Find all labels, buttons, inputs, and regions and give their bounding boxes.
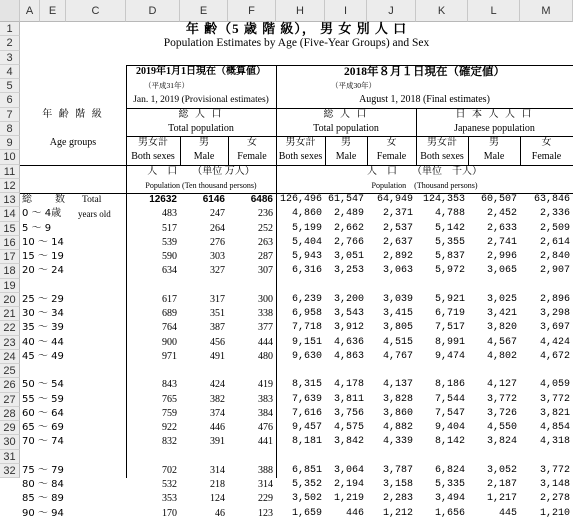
data-cell[interactable]: 3,025 <box>486 293 517 305</box>
data-cell[interactable]: 3,063 <box>382 265 413 277</box>
male-jp[interactable]: 男 <box>341 137 351 148</box>
data-cell[interactable]: 391 <box>210 436 225 448</box>
data-cell[interactable]: 3,051 <box>333 251 364 262</box>
data-cell[interactable]: 5,142 <box>434 222 465 234</box>
both-sexes-jp[interactable]: 男女計 <box>138 137 168 148</box>
data-cell[interactable]: 2,892 <box>382 251 413 262</box>
row-header[interactable]: 31 <box>0 450 20 464</box>
data-cell[interactable]: 4,127 <box>486 379 517 391</box>
data-cell[interactable]: 2,509 <box>539 222 570 234</box>
data-cell[interactable]: 3,253 <box>333 265 364 277</box>
data-cell[interactable]: 3,543 <box>333 308 364 319</box>
age-group-label[interactable]: 55 ～ 59 <box>22 393 64 405</box>
data-cell[interactable]: 5,404 <box>291 236 322 248</box>
total-pop-en-right[interactable]: Total population <box>313 122 379 134</box>
row-header[interactable]: 9 <box>0 136 20 150</box>
data-cell[interactable]: 3,421 <box>486 308 517 319</box>
data-cell[interactable]: 2,633 <box>486 222 517 234</box>
female-jp[interactable]: 女 <box>247 137 257 148</box>
data-cell[interactable]: 338 <box>258 308 273 319</box>
japanese-pop-en[interactable]: Japanese population <box>454 122 535 134</box>
age-group-label[interactable]: 35 ～ 39 <box>22 322 64 334</box>
age-group-label[interactable]: 45 ～ 49 <box>22 350 64 362</box>
data-cell[interactable]: 8,186 <box>434 379 465 391</box>
total-pop-jp-left[interactable]: 総 人 口 <box>178 108 224 120</box>
data-cell[interactable]: 6,316 <box>291 265 322 277</box>
both-sexes-jp[interactable]: 男女計 <box>427 137 457 148</box>
data-cell[interactable]: 456 <box>210 336 225 348</box>
data-cell[interactable]: 7,547 <box>434 407 465 419</box>
female-en[interactable]: Female <box>376 151 407 163</box>
female-jp[interactable]: 女 <box>386 137 397 148</box>
left-date-en[interactable]: Jan. 1, 2019 (Provisional estimates) <box>133 95 269 106</box>
total-value[interactable]: 61,547 <box>327 194 364 205</box>
data-cell[interactable]: 6,824 <box>434 464 465 476</box>
both-sexes-jp[interactable]: 男女計 <box>285 137 316 148</box>
column-header[interactable]: D <box>126 0 180 22</box>
data-cell[interactable]: 3,821 <box>539 407 570 419</box>
row-header[interactable]: 2 <box>0 36 20 50</box>
data-cell[interactable]: 3,772 <box>539 393 570 405</box>
row-header[interactable]: 19 <box>0 279 20 293</box>
row-header[interactable]: 5 <box>0 79 20 93</box>
total-value[interactable]: 60,507 <box>480 194 517 205</box>
data-cell[interactable]: 444 <box>258 336 273 348</box>
data-cell[interactable]: 252 <box>258 222 273 234</box>
data-cell[interactable]: 9,151 <box>291 336 322 348</box>
data-cell[interactable]: 4,860 <box>291 208 322 220</box>
row-header[interactable]: 27 <box>0 393 20 407</box>
row-header[interactable]: 22 <box>0 321 20 335</box>
data-cell[interactable]: 445 <box>498 507 517 519</box>
data-cell[interactable]: 9,404 <box>434 422 465 433</box>
data-cell[interactable]: 702 <box>162 464 177 476</box>
data-cell[interactable]: 9,457 <box>291 422 322 433</box>
age-group-label[interactable]: 15 ～ 19 <box>22 251 64 262</box>
row-header[interactable]: 6 <box>0 93 20 107</box>
data-cell[interactable]: 900 <box>162 336 177 348</box>
data-cell[interactable]: 8,142 <box>434 436 465 448</box>
data-cell[interactable]: 287 <box>258 251 273 262</box>
total-value[interactable]: 63,846 <box>533 194 570 205</box>
data-cell[interactable]: 532 <box>162 479 177 490</box>
data-cell[interactable]: 517 <box>162 222 177 234</box>
row-header[interactable]: 8 <box>0 122 20 136</box>
column-header[interactable]: L <box>468 0 520 22</box>
total-value[interactable]: 64,949 <box>376 194 413 205</box>
data-cell[interactable]: 2,896 <box>539 293 570 305</box>
data-cell[interactable]: 327 <box>210 265 225 277</box>
data-cell[interactable]: 7,718 <box>291 322 322 334</box>
data-cell[interactable]: 4,059 <box>539 379 570 391</box>
male-en[interactable]: Male <box>483 151 505 163</box>
data-cell[interactable]: 3,052 <box>486 464 517 476</box>
data-cell[interactable]: 446 <box>345 507 364 519</box>
data-cell[interactable]: 971 <box>162 350 177 362</box>
data-cell[interactable]: 4,672 <box>539 350 570 362</box>
row-header[interactable]: 20 <box>0 293 20 307</box>
row-header[interactable]: 17 <box>0 250 20 264</box>
age-group-label[interactable]: 90 ～ 94 <box>22 507 64 519</box>
data-cell[interactable]: 5,837 <box>434 251 465 262</box>
data-cell[interactable]: 46 <box>215 507 225 519</box>
data-cell[interactable]: 170 <box>162 507 177 519</box>
data-cell[interactable]: 2,283 <box>382 493 413 505</box>
data-cell[interactable]: 6,719 <box>434 308 465 319</box>
data-cell[interactable]: 480 <box>258 350 273 362</box>
row-header[interactable]: 29 <box>0 421 20 435</box>
right-date-en[interactable]: August 1, 2018 (Final estimates) <box>359 94 490 106</box>
data-cell[interactable]: 351 <box>210 308 225 319</box>
row-header[interactable]: 24 <box>0 350 20 364</box>
data-cell[interactable]: 5,335 <box>434 479 465 490</box>
age-group-label[interactable]: 80 ～ 84 <box>22 479 64 490</box>
age-group-label[interactable]: 65 ～ 69 <box>22 422 64 433</box>
data-cell[interactable]: 922 <box>162 422 177 433</box>
female-jp[interactable]: 女 <box>541 137 552 148</box>
age-group-label[interactable]: 25 ～ 29 <box>22 293 64 305</box>
data-cell[interactable]: 3,772 <box>539 464 570 476</box>
data-cell[interactable]: 353 <box>162 493 177 505</box>
row-header[interactable]: 23 <box>0 336 20 350</box>
data-cell[interactable]: 832 <box>162 436 177 448</box>
total-value[interactable]: 12632 <box>149 194 177 205</box>
data-cell[interactable]: 7,544 <box>434 393 465 405</box>
data-cell[interactable]: 4,575 <box>333 422 364 433</box>
age-groups-jp[interactable]: 年 齢 階 級 <box>42 108 104 120</box>
age-group-label[interactable]: 5 ～ 9 <box>22 222 52 234</box>
data-cell[interactable]: 617 <box>162 293 177 305</box>
data-cell[interactable]: 476 <box>258 422 273 433</box>
data-cell[interactable]: 1,212 <box>382 507 413 519</box>
data-cell[interactable]: 3,298 <box>539 308 570 319</box>
data-cell[interactable]: 5,199 <box>291 222 322 234</box>
data-cell[interactable]: 3,811 <box>333 393 364 405</box>
data-cell[interactable]: 4,339 <box>382 436 413 448</box>
data-cell[interactable]: 7,517 <box>434 322 465 334</box>
total-value[interactable]: 6146 <box>202 194 225 205</box>
total-value[interactable]: 124,353 <box>422 194 465 205</box>
data-cell[interactable]: 3,756 <box>333 407 364 419</box>
data-cell[interactable]: 3,860 <box>382 407 413 419</box>
data-cell[interactable]: 2,187 <box>486 479 517 490</box>
row-header[interactable]: 16 <box>0 236 20 250</box>
row-header[interactable]: 15 <box>0 222 20 236</box>
data-cell[interactable]: 4,788 <box>434 208 465 220</box>
age-group-label[interactable]: 85 ～ 89 <box>22 493 64 505</box>
data-cell[interactable]: 590 <box>162 251 177 262</box>
unit-left-jp[interactable]: 人 口 （単位 万人） <box>147 165 255 177</box>
data-cell[interactable]: 1,210 <box>539 507 570 519</box>
data-cell[interactable]: 5,943 <box>291 251 322 262</box>
column-header[interactable]: E <box>40 0 66 22</box>
data-cell[interactable]: 3,039 <box>382 293 413 305</box>
data-cell[interactable]: 377 <box>258 322 273 334</box>
data-cell[interactable]: 3,772 <box>486 393 517 405</box>
data-cell[interactable]: 3,697 <box>539 322 570 334</box>
data-cell[interactable]: 4,567 <box>486 336 517 348</box>
total-label-jp[interactable]: 総 数 <box>22 194 66 205</box>
data-cell[interactable]: 1,656 <box>434 507 465 519</box>
data-cell[interactable]: 5,355 <box>434 236 465 248</box>
data-cell[interactable]: 2,452 <box>486 208 517 220</box>
data-cell[interactable]: 3,502 <box>291 493 322 505</box>
data-cell[interactable]: 3,148 <box>539 479 570 490</box>
data-cell[interactable]: 4,882 <box>382 422 413 433</box>
unit-right-jp[interactable]: 人 口 （単位 千人） <box>367 165 482 177</box>
male-en[interactable]: Male <box>335 151 357 163</box>
total-value[interactable]: 6486 <box>250 194 273 205</box>
data-cell[interactable]: 3,200 <box>333 293 364 305</box>
data-cell[interactable]: 9,630 <box>291 350 322 362</box>
column-header[interactable]: J <box>367 0 416 22</box>
select-all-corner[interactable] <box>0 0 20 22</box>
left-era-jp[interactable]: （平成31年） <box>144 81 189 90</box>
column-header[interactable]: I <box>325 0 367 22</box>
age-group-label[interactable]: 30 ～ 34 <box>22 308 64 319</box>
row-header[interactable]: 30 <box>0 435 20 449</box>
data-cell[interactable]: 314 <box>258 479 273 490</box>
data-cell[interactable]: 1,219 <box>333 493 364 505</box>
data-cell[interactable]: 4,137 <box>382 379 413 391</box>
data-cell[interactable]: 483 <box>162 208 177 220</box>
row-header[interactable]: 28 <box>0 407 20 421</box>
data-cell[interactable]: 218 <box>210 479 225 490</box>
column-header[interactable]: K <box>416 0 468 22</box>
age-group-label[interactable]: 50 ～ 54 <box>22 379 64 391</box>
data-cell[interactable]: 3,828 <box>382 393 413 405</box>
data-cell[interactable]: 124 <box>210 493 225 505</box>
data-cell[interactable]: 317 <box>210 293 225 305</box>
row-header[interactable]: 18 <box>0 264 20 278</box>
data-cell[interactable]: 4,767 <box>382 350 413 362</box>
total-label-en[interactable]: Total <box>82 195 102 205</box>
data-cell[interactable]: 2,614 <box>539 236 570 248</box>
male-en[interactable]: Male <box>193 151 215 163</box>
data-cell[interactable]: 300 <box>258 293 273 305</box>
data-cell[interactable]: 689 <box>162 308 177 319</box>
data-cell[interactable]: 3,820 <box>486 322 517 334</box>
data-cell[interactable]: 539 <box>162 236 177 248</box>
data-cell[interactable]: 9,474 <box>434 350 465 362</box>
data-cell[interactable]: 6,851 <box>291 464 322 476</box>
data-cell[interactable]: 247 <box>210 208 225 220</box>
data-cell[interactable]: 264 <box>210 222 225 234</box>
age-groups-en[interactable]: Age groups <box>49 137 97 148</box>
row-header[interactable]: 4 <box>0 65 20 79</box>
data-cell[interactable]: 1,217 <box>486 493 517 505</box>
female-en[interactable]: Female <box>237 151 267 163</box>
data-cell[interactable]: 6,239 <box>291 293 322 305</box>
data-cell[interactable]: 2,637 <box>382 236 413 248</box>
data-cell[interactable]: 3,842 <box>333 436 364 448</box>
data-cell[interactable]: 765 <box>162 393 177 405</box>
total-pop-jp-right[interactable]: 総 人 口 <box>323 108 369 120</box>
both-sexes-en[interactable]: Both sexes <box>278 151 323 163</box>
left-date-jp[interactable]: 2019年1月1日現在（概算値） <box>136 65 266 77</box>
column-header[interactable]: M <box>520 0 573 22</box>
data-cell[interactable]: 3,824 <box>486 436 517 448</box>
right-date-jp[interactable]: 2018年８月１日現在（確定値） <box>344 65 505 78</box>
data-cell[interactable]: 2,766 <box>333 236 364 248</box>
row-header[interactable]: 11 <box>0 165 20 179</box>
data-cell[interactable]: 2,371 <box>382 208 413 220</box>
data-cell[interactable]: 123 <box>258 507 273 519</box>
data-cell[interactable]: 2,840 <box>539 251 570 262</box>
data-cell[interactable]: 5,352 <box>291 479 322 490</box>
data-cell[interactable]: 4,863 <box>333 350 364 362</box>
table-title-jp[interactable]: 年 齢（5 歳 階 級）， 男 女 別 人 口 <box>185 21 408 36</box>
row-header[interactable]: 10 <box>0 150 20 164</box>
row-header[interactable]: 3 <box>0 51 20 65</box>
both-sexes-en[interactable]: Both sexes <box>420 151 464 163</box>
male-jp[interactable]: 男 <box>489 137 499 148</box>
column-header[interactable]: H <box>276 0 325 22</box>
age-group-label[interactable]: 70 ～ 74 <box>22 436 64 448</box>
total-pop-en-left[interactable]: Total population <box>168 122 234 134</box>
data-cell[interactable]: 276 <box>210 236 225 248</box>
data-cell[interactable]: 8,181 <box>291 436 322 448</box>
row-header[interactable]: 7 <box>0 108 20 122</box>
data-cell[interactable]: 4,636 <box>333 336 364 348</box>
data-cell[interactable]: 2,336 <box>539 208 570 220</box>
data-cell[interactable]: 4,550 <box>486 422 517 433</box>
data-cell[interactable]: 2,194 <box>333 479 364 490</box>
data-cell[interactable]: 2,278 <box>539 493 570 505</box>
data-cell[interactable]: 4,178 <box>333 379 364 391</box>
data-cell[interactable]: 634 <box>162 265 177 277</box>
data-cell[interactable]: 383 <box>258 393 273 405</box>
data-cell[interactable]: 2,907 <box>539 265 570 277</box>
data-cell[interactable]: 843 <box>162 379 177 391</box>
data-cell[interactable]: 5,921 <box>434 293 465 305</box>
data-cell[interactable]: 7,616 <box>291 407 322 419</box>
data-cell[interactable]: 3,158 <box>382 479 413 490</box>
age-group-label[interactable]: 10 ～ 14 <box>22 236 64 248</box>
data-cell[interactable]: 3,494 <box>434 493 465 505</box>
data-cell[interactable]: 4,854 <box>539 422 570 433</box>
data-cell[interactable]: 236 <box>258 208 273 220</box>
column-header[interactable]: E <box>180 0 228 22</box>
total-value[interactable]: 126,496 <box>279 194 322 205</box>
data-cell[interactable]: 3,415 <box>382 308 413 319</box>
data-cell[interactable]: 374 <box>210 407 225 419</box>
data-cell[interactable]: 1,659 <box>291 507 322 519</box>
row-header[interactable]: 13 <box>0 193 20 207</box>
data-cell[interactable]: 3,912 <box>333 322 364 334</box>
data-cell[interactable]: 424 <box>210 379 225 391</box>
column-header[interactable]: A <box>20 0 40 22</box>
data-cell[interactable]: 7,639 <box>291 393 322 405</box>
data-cell[interactable]: 4,424 <box>539 336 570 348</box>
data-cell[interactable]: 4,318 <box>539 436 570 448</box>
table-title-en[interactable]: Population Estimates by Age (Five-Year Groups) and Sex <box>163 37 430 50</box>
column-header[interactable]: F <box>228 0 276 22</box>
data-cell[interactable]: 6,958 <box>291 308 322 319</box>
japanese-pop-jp[interactable]: 日 本 人 人 口 <box>455 108 534 120</box>
data-cell[interactable]: 759 <box>162 407 177 419</box>
data-cell[interactable]: 387 <box>210 322 225 334</box>
data-cell[interactable]: 3,064 <box>333 464 364 476</box>
row-header[interactable]: 1 <box>0 22 20 36</box>
male-jp[interactable]: 男 <box>199 137 209 148</box>
age-suffix[interactable]: years old <box>78 209 111 220</box>
age-group-label[interactable]: 40 ～ 44 <box>22 336 64 348</box>
data-cell[interactable]: 441 <box>258 436 273 448</box>
age-group-label[interactable]: 20 ～ 24 <box>22 265 64 277</box>
data-cell[interactable]: 382 <box>210 393 225 405</box>
data-cell[interactable]: 314 <box>210 464 225 476</box>
data-cell[interactable]: 263 <box>258 236 273 248</box>
data-cell[interactable]: 303 <box>210 251 225 262</box>
row-header[interactable]: 26 <box>0 378 20 392</box>
data-cell[interactable]: 3,726 <box>486 407 517 419</box>
data-cell[interactable]: 5,972 <box>434 265 465 277</box>
row-header[interactable]: 21 <box>0 307 20 321</box>
data-cell[interactable]: 3,805 <box>382 322 413 334</box>
data-cell[interactable]: 2,662 <box>333 222 364 234</box>
data-cell[interactable]: 8,991 <box>434 336 465 348</box>
age-group-label[interactable]: 60 ～ 64 <box>22 407 64 419</box>
data-cell[interactable]: 3,787 <box>382 464 413 476</box>
data-cell[interactable]: 4,515 <box>382 336 413 348</box>
data-cell[interactable]: 388 <box>258 464 273 476</box>
age-group-label[interactable]: 75 ～ 79 <box>22 464 64 476</box>
data-cell[interactable]: 4,802 <box>486 350 517 362</box>
data-cell[interactable]: 419 <box>258 379 273 391</box>
unit-left-en[interactable]: Population (Ten thousand persons) <box>145 180 257 190</box>
row-header[interactable]: 12 <box>0 179 20 193</box>
row-header[interactable]: 14 <box>0 207 20 221</box>
row-header[interactable]: 25 <box>0 364 20 378</box>
row-header[interactable]: 32 <box>0 464 20 478</box>
unit-right-en[interactable]: Population (Thousand persons) <box>371 180 478 190</box>
data-cell[interactable]: 2,741 <box>486 236 517 248</box>
data-cell[interactable]: 384 <box>258 407 273 419</box>
data-cell[interactable]: 2,996 <box>486 251 517 262</box>
age-group-label[interactable]: 0 ～ 4歳 <box>22 208 62 220</box>
data-cell[interactable]: 764 <box>162 322 177 334</box>
data-cell[interactable]: 2,489 <box>333 208 364 220</box>
data-cell[interactable]: 3,065 <box>486 265 517 277</box>
right-era-jp[interactable]: （平成30年） <box>331 81 376 90</box>
column-header[interactable]: C <box>66 0 126 22</box>
data-cell[interactable]: 446 <box>210 422 225 433</box>
data-cell[interactable]: 2,537 <box>382 222 413 234</box>
both-sexes-en[interactable]: Both sexes <box>131 151 175 163</box>
data-cell[interactable]: 491 <box>210 350 225 362</box>
data-cell[interactable]: 8,315 <box>291 379 322 391</box>
female-en[interactable]: Female <box>531 151 562 163</box>
data-cell[interactable]: 307 <box>258 265 273 277</box>
data-cell[interactable]: 229 <box>258 493 273 505</box>
